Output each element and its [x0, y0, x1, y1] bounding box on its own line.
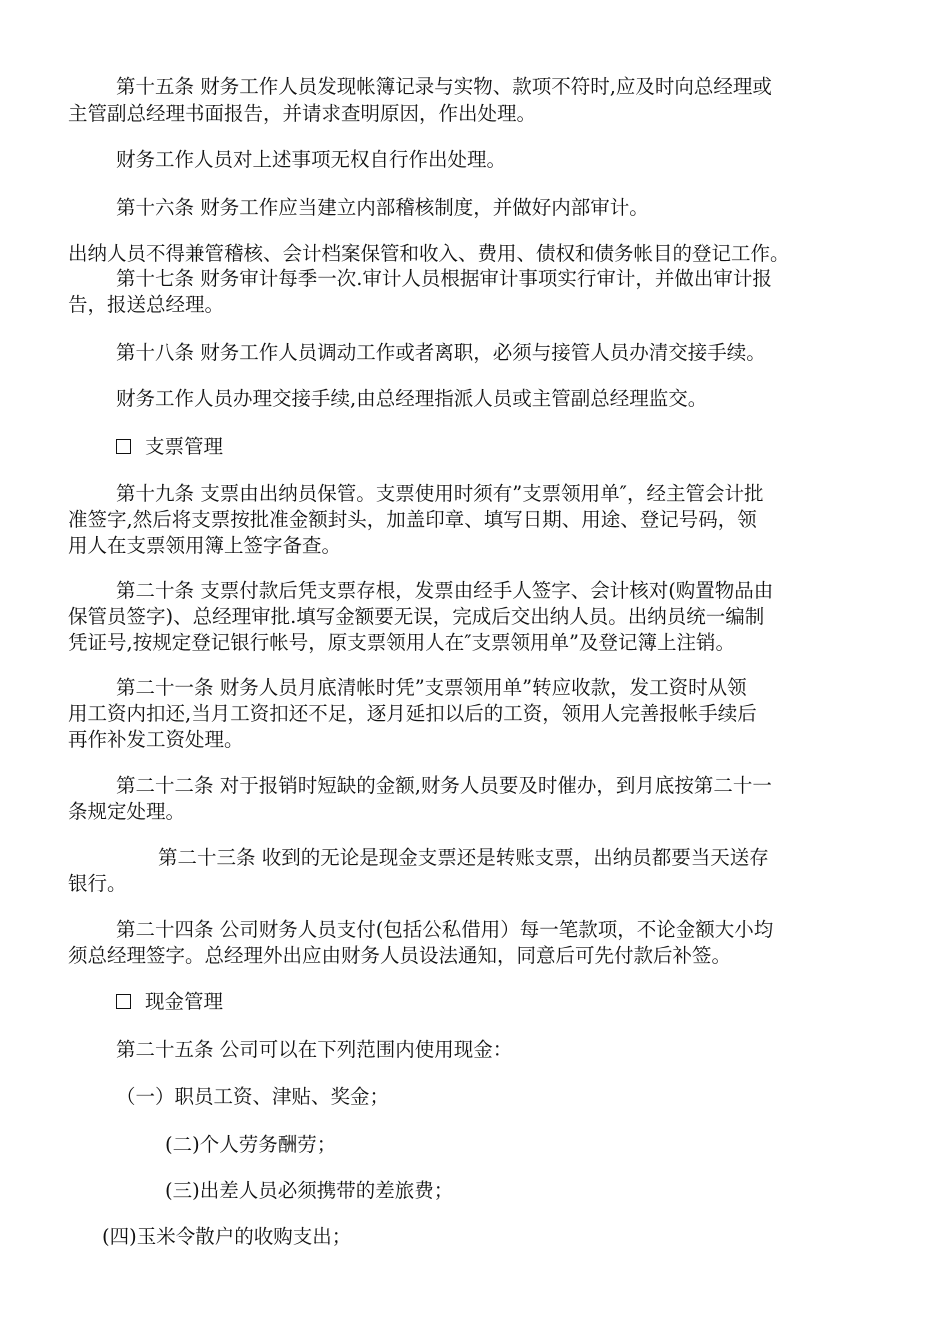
article-23-line-2: 银行。 — [68, 872, 127, 895]
article-17-line-1: 第十七条 财务审计每季一次.审计人员根据审计事项实行审计，并做出审计报 — [116, 267, 772, 290]
article-21-line-2: 用工资内扣还,当月工资扣还不足，逐月延扣以后的工资，领用人完善报帐手续后 — [68, 702, 757, 725]
article-24-line-2: 须总经理签字。总经理外出应由财务人员设法通知，同意后可先付款后补签。 — [68, 944, 732, 967]
article-18-note: 财务工作人员办理交接手续,由总经理指派人员或主管副总经理监交。 — [116, 387, 708, 410]
article-22-line-2: 条规定处理。 — [68, 800, 186, 823]
list-item-3: (三)出差人员必须携带的差旅费； — [165, 1179, 454, 1202]
list-item-4: (四)玉米令散户的收购支出； — [102, 1225, 352, 1248]
section-heading-cash-management — [116, 989, 223, 1015]
article-19-line-1: 第十九条 支票由出纳员保管。支票使用时须有”支票领用单″，经主管会计批 — [116, 482, 764, 505]
article-24-line-1: 第二十四条 公司财务人员支付(包括公私借用）每一笔款项，不论金额大小均 — [116, 918, 774, 941]
checkbox-icon — [116, 994, 131, 1009]
section-heading-check-management — [116, 434, 223, 460]
article-19-line-2: 准签字,然后将支票按批准金额封头，加盖印章、填写日期、用途、登记号码，领 — [68, 508, 757, 531]
checkbox-icon — [116, 439, 131, 454]
article-15-note: 财务工作人员对上述事项无权自行作出处理。 — [116, 148, 507, 171]
article-16: 第十六条 财务工作应当建立内部稽核制度，并做好内部审计。 — [116, 196, 649, 219]
article-20-line-3: 凭证号,按规定登记银行帐号，原支票领用人在″支票领用单”及登记簿上注销。 — [68, 631, 735, 654]
article-17-line-2: 告，报送总经理。 — [68, 293, 225, 316]
article-16-note: 出纳人员不得兼管稽核、会计档案保管和收入、费用、债权和债务帐目的登记工作。 — [68, 242, 790, 265]
article-23-line-1: 第二十三条 收到的无论是现金支票还是转账支票，出纳员都要当天送存 — [158, 846, 769, 869]
article-19-line-3: 用人在支票领用簿上签字备查。 — [68, 534, 342, 557]
article-20-line-1: 第二十条 支票付款后凭支票存根，发票由经手人签字、会计核对(购置物品由 — [116, 579, 774, 602]
article-20-line-2: 保管员签字)、总经理审批.填写金额要无误，完成后交出纳人员。出纳员统一编制 — [68, 605, 765, 628]
article-15-line-1: 第十五条 财务工作人员发现帐簿记录与实物、款项不符时,应及时向总经理或 — [116, 75, 772, 98]
article-25: 第二十五条 公司可以在下列范围内使用现金： — [116, 1038, 513, 1061]
list-item-1: （一）职员工资、津贴、奖金； — [116, 1085, 390, 1108]
article-21-line-1: 第二十一条 财务人员月底清帐时凭”支票领用单”转应收款，发工资时从领 — [116, 676, 747, 699]
section-heading-cash-label: 现金管理 — [145, 990, 224, 1013]
section-heading-check-label: 支票管理 — [145, 435, 224, 458]
article-18: 第十八条 财务工作人员调动工作或者离职，必须与接管人员办清交接手续。 — [116, 341, 766, 364]
article-21-line-3: 再作补发工资处理。 — [68, 728, 244, 751]
article-22-line-1: 第二十二条 对于报销时短缺的金额,财务人员要及时催办，到月底按第二十一 — [116, 774, 772, 797]
article-15-line-2: 主管副总经理书面报告，并请求查明原因，作出处理。 — [68, 102, 537, 125]
list-item-2: (二)个人劳务酬劳； — [165, 1133, 337, 1156]
